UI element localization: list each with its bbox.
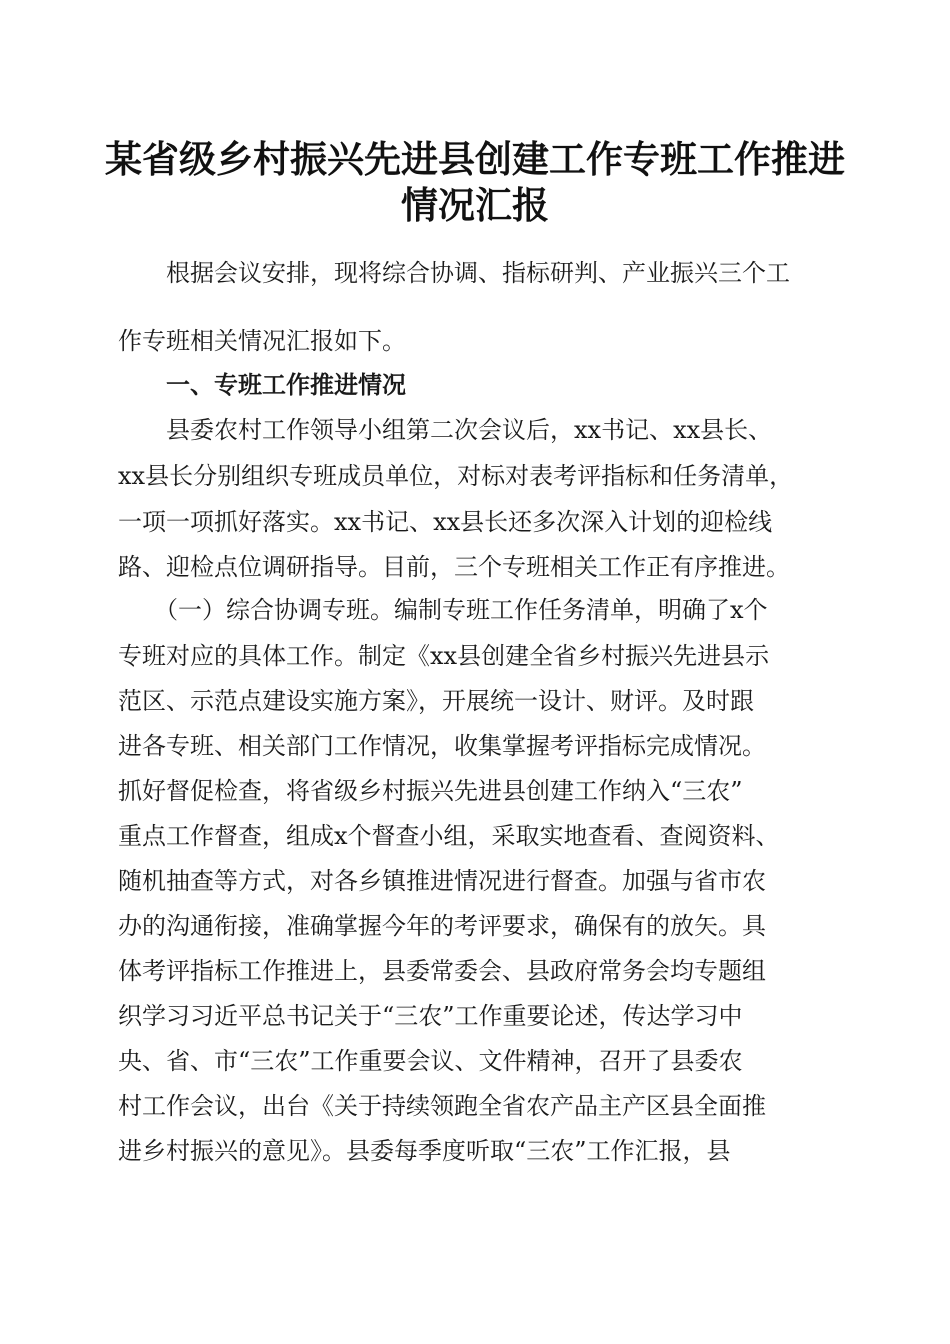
subsection-line-5: 重点工作督查，组成x个督查小组，采取实地查看、查阅资料、 bbox=[118, 822, 780, 850]
document-title-line-2: 情况汇报 bbox=[401, 183, 549, 227]
subsection-line-3: 进各专班、相关部门工作情况，收集掌握考评指标完成情况。 bbox=[118, 732, 766, 760]
subsection-heading: （一）综合协调专班。 bbox=[118, 596, 394, 624]
intro-line-2: 作专班相关情况汇报如下。 bbox=[118, 327, 406, 355]
subsection-first-line-text: 编制专班工作任务清单，明确了x个 bbox=[394, 596, 768, 624]
subsection-line-6: 随机抽查等方式，对各乡镇推进情况进行督查。加强与省市农 bbox=[118, 867, 766, 895]
subsection-line-4: 抓好督促检查，将省级乡村振兴先进县创建工作纳入“三农” bbox=[118, 777, 743, 805]
section-line-4: 路、迎检点位调研指导。目前，三个专班相关工作正有序推进。 bbox=[118, 553, 790, 581]
subsection-line-1: 专班对应的具体工作。制定《xx县创建全省乡村振兴先进县示 bbox=[118, 642, 770, 670]
section-line-3: 一项一项抓好落实。xx书记、xx县长还多次深入计划的迎检线 bbox=[118, 508, 773, 536]
section-line-2: xx县长分别组织专班成员单位，对标对表考评指标和任务清单， bbox=[118, 462, 794, 490]
section-heading: 一、专班工作推进情况 bbox=[118, 371, 406, 399]
subsection-line-10: 央、省、市“三农”工作重要会议、文件精神，召开了县委农 bbox=[118, 1047, 743, 1075]
section-line-1: 县委农村工作领导小组第二次会议后，xx书记、xx县长、 bbox=[118, 416, 773, 444]
subsection-line-9: 织学习习近平总书记关于“三农”工作重要论述，传达学习中 bbox=[118, 1002, 743, 1030]
intro-line-1: 根据会议安排，现将综合协调、指标研判、产业振兴三个工 bbox=[118, 259, 790, 287]
subsection-line-11: 村工作会议，出台《关于持续领跑全省农产品主产区县全面推 bbox=[118, 1092, 766, 1120]
subsection-line-8: 体考评指标工作推进上，县委常委会、县政府常务会均专题组 bbox=[118, 957, 766, 985]
subsection-line-2: 范区、示范点建设实施方案》，开展统一设计、财评。及时跟 bbox=[118, 687, 754, 715]
subsection-line-12: 进乡村振兴的意见》。县委每季度听取“三农”工作汇报，县 bbox=[118, 1137, 731, 1165]
subsection-first-line bbox=[118, 595, 768, 625]
subsection-line-7: 办的沟通衔接，准确掌握今年的考评要求，确保有的放矢。具 bbox=[118, 912, 766, 940]
document-title-line-1: 某省级乡村振兴先进县创建工作专班工作推进 bbox=[105, 137, 845, 181]
